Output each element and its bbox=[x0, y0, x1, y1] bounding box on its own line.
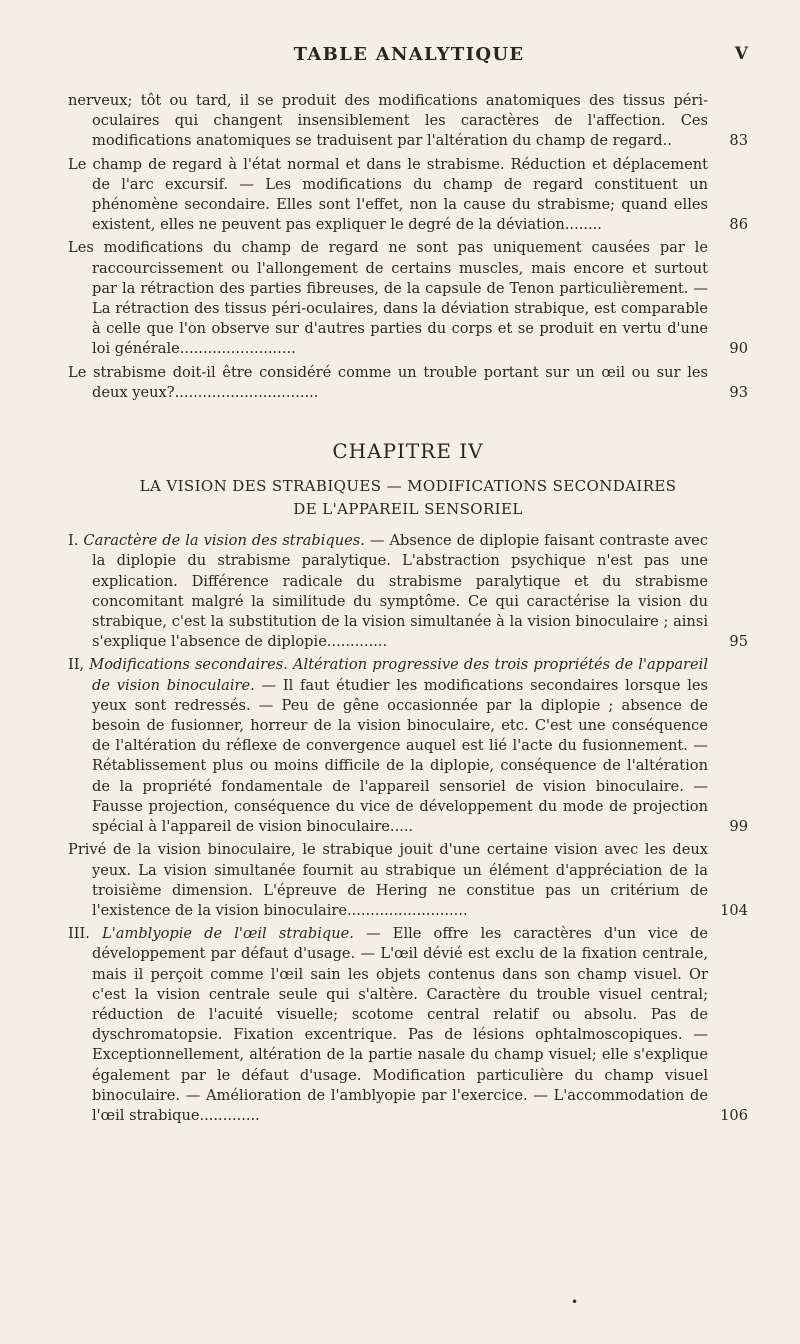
chapter-subtitle-line: LA VISION DES STRABIQUES — MODIFICATIONS SECONDAIRES bbox=[139, 477, 677, 496]
toc-entry bbox=[68, 655, 748, 837]
toc-entry bbox=[68, 155, 748, 236]
section-number: II, bbox=[68, 656, 90, 674]
toc-entry-text: Les modifications du champ de regard ne sont pas uniquement causées par le raccourcissement ou l'allongement de certains muscles, mais encore et surtout par la rétraction des parties fibreuses, de la capsule de Tenon particulièrement. — La rétraction des tissus péri-oculaires, dans la déviation strabique, est comparable à celle que l'on observe sur d'autres parties du corps et se produit en vertu d'une loi générale......................... bbox=[68, 239, 708, 358]
toc-page-ref: 86 bbox=[729, 216, 748, 234]
section-heading: L'amblyopie de l'œil strabique. bbox=[102, 925, 354, 943]
page-header bbox=[70, 44, 748, 74]
chapter-title: CHAPITRE IV bbox=[332, 439, 484, 464]
toc-entry-text: nerveux; tôt ou tard, il se produit des modifications anatomiques des tissus péri-oculaires qui changent insensiblement les caractères de l'affection. Ces modifications anatomiques se traduisent par l'altération du champ de regard.. bbox=[68, 92, 708, 150]
toc-entry bbox=[68, 363, 748, 403]
toc-entry-text: Le champ de regard à l'état normal et dans le strabisme. Réduction et déplacement de l'arc excursif. — Les modifications du champ de regard constituent un phénomène secondaire. Elles sont l'effet, non la cause du strabisme; quand elles existent, elles ne peuvent pas expliquer le degré de la déviation........ bbox=[68, 155, 708, 234]
toc-entry-text: — Elle offre les caractères d'un vice de développement par défaut d'usage. — L'œil dévié est exclu de la fixation centrale, mais il perçoit comme l'œil sain les objets contenus dans son champ visuel. Or c'est la vision centrale seule qui s'altère. Caractère du trouble visuel central; réduction de l'acuité visuelle; scotome central relatif ou absolu. Pas de dyschromatopsie. Fixation excentrique. Pas de lésions ophtalmoscopiques. — Exceptionnellement, altération de la partie nasale du champ visuel; elle s'explique également par le défaut d'usage. Modification particulière du champ visuel binoculaire. — Amélioration de l'amblyopie par l'exercice. — L'accommodation de l'œil strabique............. bbox=[92, 925, 709, 1124]
toc-entry bbox=[68, 924, 748, 1126]
toc-page-ref: 90 bbox=[729, 340, 748, 358]
toc-entry bbox=[68, 238, 748, 359]
running-title: TABLE ANALYTIQUE bbox=[293, 44, 525, 65]
section-number: I. bbox=[68, 532, 84, 550]
printer-mark: • bbox=[571, 1295, 579, 1309]
table-of-contents bbox=[68, 91, 748, 1129]
toc-entry bbox=[68, 840, 748, 921]
toc-page-ref: 93 bbox=[729, 383, 748, 401]
toc-entry-text: — Absence de diplopie faisant contraste avec la diplopie du strabisme paralytique. L'abstraction psychique n'est pas une explication. Différence radicale du strabisme paralytique et du strabisme concomitant malgré la similitude du symptôme. Ce qui caractérise la vision du strabique, c'est la substitution de la vision simultanée à la vision binoculaire ; ainsi s'explique l'absence de diplopie............. bbox=[92, 532, 708, 651]
toc-page-ref: 104 bbox=[720, 901, 748, 919]
toc-page-ref: 106 bbox=[720, 1106, 748, 1124]
toc-page-ref: 83 bbox=[729, 132, 748, 150]
toc-page-ref: 99 bbox=[729, 818, 748, 836]
toc-page-ref: 95 bbox=[729, 633, 748, 651]
chapter-subtitle bbox=[68, 475, 748, 521]
page-number: V bbox=[734, 44, 748, 64]
section-number: III. bbox=[68, 925, 103, 943]
chapter-subtitle-line: DE L'APPAREIL SENSORIEL bbox=[293, 500, 523, 519]
section-heading: Modifications secondaires. Altération progressive des trois propriétés de l'appareil de vision binoculaire. bbox=[89, 656, 708, 694]
toc-entry-text: Privé de la vision binoculaire, le strabique jouit d'une certaine vision avec les deux yeux. La vision simultanée fournit au strabique un élément d'appréciation de la troisième dimension. L'épreuve de Hering ne constitue pas un critérium de l'existence de la vision binoculaire.......................... bbox=[68, 841, 708, 919]
toc-entry-text: Le strabisme doit-il être considéré comme un trouble portant sur un œil ou sur les deux yeux?............................... bbox=[68, 363, 708, 401]
section-heading: Caractère de la vision des strabiques. bbox=[83, 532, 365, 550]
toc-entry bbox=[68, 91, 748, 152]
toc-entry bbox=[68, 531, 748, 652]
toc-entry-text: — Il faut étudier les modifications secondaires lorsque les yeux sont redressés. — Peu de gêne occasionnée par la diplopie ; absence de besoin de fusionner, horreur de la vision binoculaire, etc. C'est une conséquence de l'altération du réflexe de convergence auquel est lié l'acte du fusionnement. — Rétablissement plus ou moins difficile de la diplopie, conséquence de l'altération de la propriété fondamentale de l'appareil sensoriel de vision binoculaire. — Fausse projection, conséquence du vice de développement du mode de projection spécial à l'appareil de vision binoculaire..... bbox=[92, 676, 708, 836]
